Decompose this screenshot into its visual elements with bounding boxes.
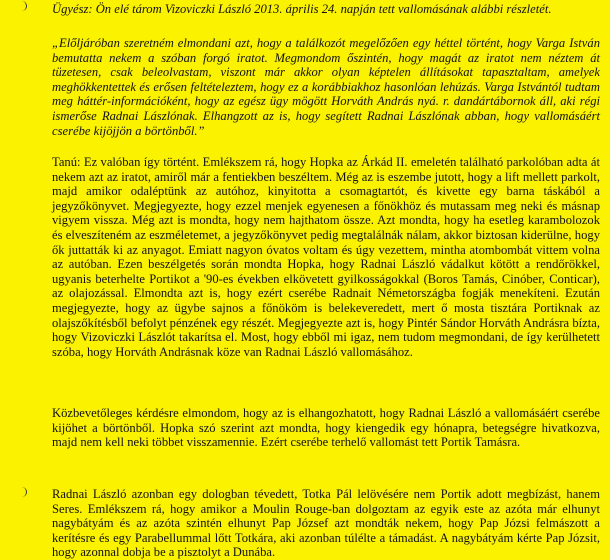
prosecutor-intro: Ügyész: Ön elé tárom Vizoviczki László 2013. április 24. napján tett vallomásának alábbi részletét. bbox=[52, 2, 552, 16]
closing-paragraph: Radnai László azonban egy dologban tévedett, Totka Pál lelövésére nem Portik adott megbízást, hanem Seres. Emlékszem rá, hogy amikor a Moulin Rouge-ban dolgoztam az egyik este az azóta már elhunyt nagybátyám és az azóta szintén elhunyt Pap József azt mondták nekem, hogy Pap Józsi felmászott a kerítésre és egy Parabellummal lőtt Totkára, aki azonban túlélte a támadást. A nagybátyám kérte Pap Józsit, hogy azonnal dobja be a pisztolyt a Dunába. bbox=[52, 487, 600, 560]
witness-answer-paragraph: Tanú: Ez valóban így történt. Emlékszem rá, hogy Hopka az Árkád II. emeletén található parkolóban adta át nekem azt az iratot, amiről már a fentiekben beszéltem. Még az is eszembe jutott, hogy a lift mellett parkolt, majd amikor odaléptünk az autóhoz, kinyitotta a csomagtartót, és kivette egy barna táskából a jegyzőkönyvet. Megjegyezte, hogy ezzel menjek egyenesen a főnökhöz és mutassam meg neki és másnap vigyem vissza. Még azt is mondta, hogy nem hajthatom össze. Azt mondta, hogy ha esetleg karambolozok és elveszíteném az eszméletemet, a jegyzőkönyvet pedig megtalálnák nálam, akkor biztosan kiderülne, hogy ők juttatták ki az anyagot. Emiatt nagyon óvatos voltam és úgy vezettem, mintha atombombát vittem volna az autóban. Ezen beszélgetés során mondta Hopka, hogy Radnai László vádalkut kötött a rendőrökkel, ugyanis beterhelte Portikot a '90-es években elkövetett gyilkosságokkal (Boros Tamás, Cinóber, Conticar), az olajozással. Elmondta azt is, hogy ezért cserébe Radnait Németországba fogják menekíteni. Ezután megjegyezte, hogy az ügybe sajnos a főnököm is belekeveredett, mert ő mosta tisztára Portiknak az olajszőkítésből befolyt pénzének egy részét. Megjegyezte azt is, hogy Pintér Sándor Horváth Andrásra bízta, hogy Vizoviczki Lászlót takarítsa el. Most, hogy ebből mi igaz, nem tudom megmondani, de így kerülhetett szóba, hogy Horváth Andrásnak köze van Radnai László vallomásához. bbox=[52, 155, 600, 359]
testimony-quote: „Előljáróban szeretném elmondani azt, hogy a találkozót megelőzően egy héttel történt, hogy Varga István bemutatta nekem a szóban forgó iratot. Megmondom őszintén, hogy magát az iratot nem néztem át tüzetesen, csak beleolvastam, viszont már akkor olyan képtelen állításokat tapasztaltam, amelyek meghökkentettek és erősen feltételeztem, hogy ez a korábbiakhoz hasonlóan lehúzás. Varga Istvántól tudtam meg háttér-információként, hogy az egész ügy mögött Horváth András nyá. r. dandártábornok áll, aki régi ismerőse Radnai Lászlónak. Elhangzott az is, hogy segített Radnai Lászlónak abban, hogy vallomásáért cserébe kijöjjön a börtönből.” bbox=[52, 36, 600, 138]
left-margin-bracket-top bbox=[18, 0, 27, 16]
interjected-question-paragraph: Közbevetőleges kérdésre elmondom, hogy az is elhangozhatott, hogy Radnai László a vallomásáért cserébe kijöhet a börtönből. Hopka szó szerint azt mondta, hogy kiengedik egy hónapra, betegségre hivatkozva, majd nem kell neki többet visszamennie. Ezért cserébe terhelő vallomást tett Portik Tamásra. bbox=[52, 406, 600, 450]
left-margin-bracket-bottom bbox=[18, 486, 27, 502]
